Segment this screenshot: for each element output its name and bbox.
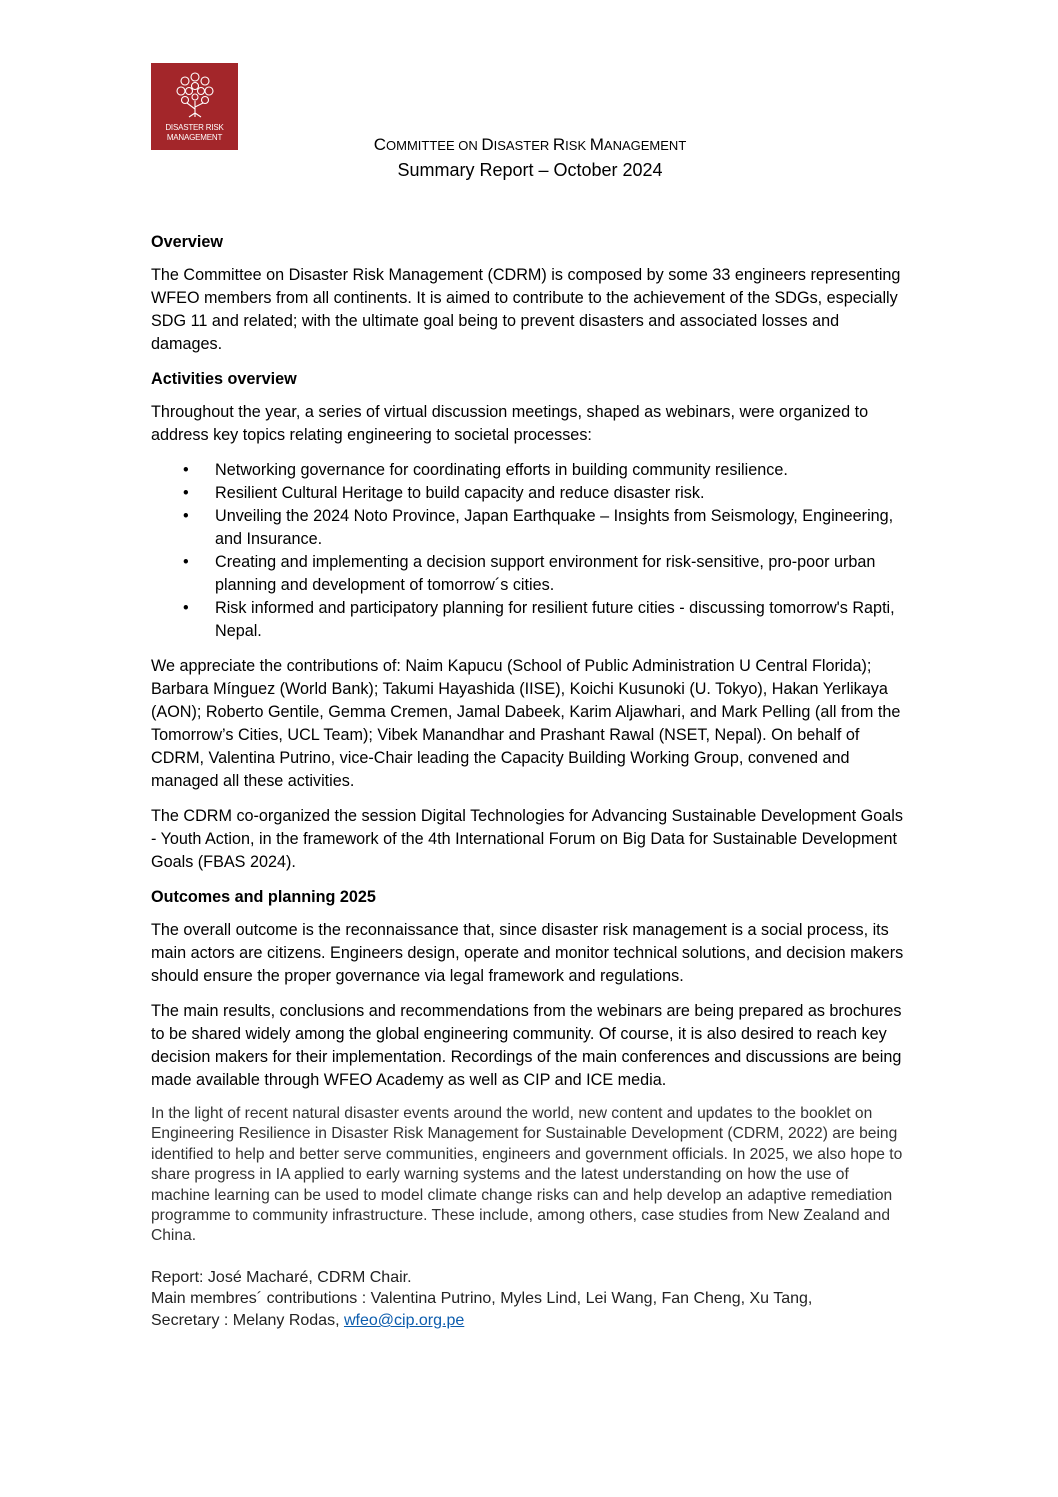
title-part: ANAGEMENT bbox=[603, 138, 687, 153]
title-part: ISASTER bbox=[493, 138, 553, 153]
email-link[interactable]: wfeo@cip.org.pe bbox=[343, 1312, 465, 1330]
session-paragraph: The CDRM co-organized the session Digital Technologies for Advancing Sustainable Development Goals - Youth Action, in the framework of the 4th International Forum on Big Data for Sustainable Development Goals (FBAS 2024). bbox=[151, 807, 903, 871]
list-item: • Networking governance for coordinating efforts in building community resilience. bbox=[215, 459, 911, 482]
outcomes-paragraph-1: The overall outcome is the reconnaissance that, since disaster risk management is a social process, its main actors are citizens. Engineers design, operate and monitor technical solutions, and decision makers should ensure the proper governance via legal framework and regulations. bbox=[151, 921, 904, 985]
title-part: M bbox=[589, 135, 604, 154]
committee-title bbox=[280, 133, 780, 158]
tree-icon bbox=[173, 69, 217, 119]
list-item: • Risk informed and participatory planning for resilient future cities - discussing tomorrow's Rapti, Nepal. bbox=[215, 597, 911, 643]
report-subtitle: Summary Report – October 2024 bbox=[397, 160, 663, 180]
title-part: ISK bbox=[565, 138, 590, 153]
report-author: Report: José Macharé, CDRM Chair. bbox=[151, 1268, 412, 1286]
outcomes-paragraph-2: The main results, conclusions and recommendations from the webinars are being prepared as brochures to be shared widely among the global engineering community. Of course, it is also desired to reach key decision makers for their implementation. Recordings of the main conferences and discussions are being made available through WFEO Academy as well as CIP and ICE media. bbox=[151, 1002, 902, 1089]
report-footer bbox=[151, 1267, 911, 1332]
activities-list bbox=[151, 459, 911, 643]
activities-heading: Activities overview bbox=[151, 370, 297, 388]
title-part: R bbox=[552, 135, 566, 154]
title-part: C bbox=[373, 135, 387, 154]
committee-logo bbox=[151, 63, 238, 150]
activities-intro: Throughout the year, a series of virtual discussion meetings, shaped as webinars, were organized to address key topics relating engineering to societal processes: bbox=[151, 403, 869, 444]
list-item: • Creating and implementing a decision support environment for risk-sensitive, pro-poor urban planning and development of tomorrow´s cities. bbox=[215, 551, 911, 597]
contributions-paragraph: We appreciate the contributions of: Naim Kapucu (School of Public Administration U Central Florida); Barbara Mínguez (World Bank); Takumi Hayashida (IISE), Koichi Kusunoki (U. Tokyo), Hakan Yerlikaya (AON); Roberto Gentile, Gemma Cremen, Jamal Dabeek, Karim Aljawhari, and Mark Pelling (all from the Tomorrow’s Cities, UCL Team); Vibek Manandhar and Prashant Rawal (NSET, Nepal). On behalf of CDRM, Valentina Putrino, vice-Chair leading the Capacity Building Working Group, convened and managed all these activities. bbox=[151, 657, 901, 790]
title-part: D bbox=[481, 135, 494, 154]
outcomes-paragraph-3: In the light of recent natural disaster events around the world, new content and updates to the booklet on Engineering Resilience in Disaster Risk Management for Sustainable Development (CDRM, 2022) are being identified to help and better serve communities, engineers and government officials. In 2025, we also hope to share progress in IA applied to early warning systems and the latest understanding on how the use of machine learning can be used to model climate change risks can and help develop an adaptive remediation programme to community infrastructure. These include, among others, case studies from New Zealand and China. bbox=[151, 1105, 903, 1245]
logo-line-1: DISASTER RISK bbox=[165, 123, 224, 132]
logo-line-2: MANAGEMENT bbox=[166, 133, 223, 142]
overview-paragraph: The Committee on Disaster Risk Management (CDRM) is composed by some 33 engineers representing WFEO members from all continents. It is aimed to contribute to the achievement of the SDGs, especially SDG 11 and related; with the ultimate goal being to prevent disasters and associated losses and damages. bbox=[151, 266, 901, 353]
list-item: • Resilient Cultural Heritage to build capacity and reduce disaster risk. bbox=[215, 482, 911, 505]
secretary-label: Secretary : Melany Rodas, bbox=[151, 1312, 344, 1330]
title-part: OMMITTEE ON bbox=[386, 138, 482, 153]
members-contributions: Main membres´ contributions : Valentina Putrino, Myles Lind, Lei Wang, Fan Cheng, Xu Tang, bbox=[151, 1290, 813, 1308]
overview-heading: Overview bbox=[151, 233, 223, 251]
outcomes-heading: Outcomes and planning 2025 bbox=[151, 888, 376, 906]
secretary-line bbox=[151, 1310, 911, 1332]
list-item: • Unveiling the 2024 Noto Province, Japan Earthquake – Insights from Seismology, Engineering, and Insurance. bbox=[215, 505, 911, 551]
document-body bbox=[151, 231, 911, 1332]
document-header bbox=[280, 133, 780, 182]
